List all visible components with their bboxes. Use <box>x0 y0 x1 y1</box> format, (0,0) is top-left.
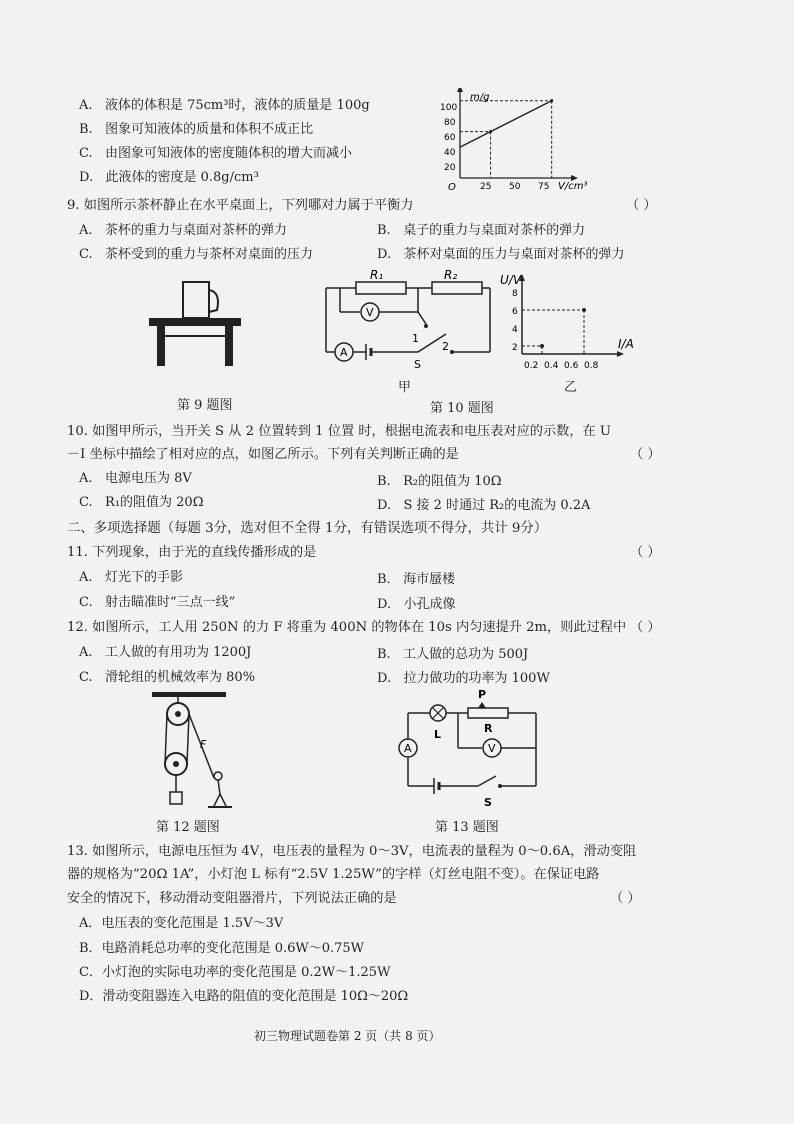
q8-option-c: C. 由图象可知液体的密度随体积的增大而减小 <box>79 146 353 161</box>
svg-text:A: A <box>340 346 348 359</box>
mv-xlabel: V/cm³ <box>558 181 588 192</box>
q13-stem-line3: 安全的情况下，移动滑动变阻器滑片，下列说法正确的是 <box>67 891 397 906</box>
switch-label: S <box>414 358 421 371</box>
svg-text:8: 8 <box>512 289 518 299</box>
q9-option-c: C. 茶杯受到的重力与茶杯对桌面的压力 <box>79 247 314 262</box>
q12-stem: 12. 如图所示，工人用 250N 的力 F 将重为 400N 的物体在 10s 内匀速提升 2m，则此过程中 <box>67 620 627 635</box>
q9-option-a: A. 茶杯的重力与桌面对茶杯的弹力 <box>79 223 287 238</box>
fig10-label-jia: 甲 <box>398 380 412 395</box>
mv-ytick-80: 80 <box>444 118 456 128</box>
worker-icon <box>214 772 222 780</box>
cup-handle <box>209 290 218 312</box>
cup <box>183 282 209 318</box>
mv-chart <box>440 88 600 198</box>
mv-y-arrow-icon <box>457 88 463 92</box>
fig10-label-yi: 乙 <box>564 380 578 395</box>
mv-ytick-40: 40 <box>444 148 456 158</box>
fig12-pulley <box>148 690 238 814</box>
mv-ylabel: m/g <box>470 92 490 103</box>
r2-label: R₂ <box>444 268 458 282</box>
q10-stem-line2: －I 坐标中描绘了相对应的点，如图乙所示。下列有关判断正确的是 <box>67 447 459 462</box>
q10-option-a: A. 电源电压为 8V <box>79 471 192 486</box>
rheostat <box>468 708 508 718</box>
page-footer: 初三物理试题卷第 2 页（共 8 页） <box>254 1029 441 1043</box>
q13-option-c: C．小灯泡的实际电功率的变化范围是 0.2W～1.25W <box>79 965 391 980</box>
section2-heading: 二、多项选择题（每题 3分，选对但不全得 1分，有错误选项不得分，共计 9分） <box>67 521 548 536</box>
fig10-caption: 第 10 题图 <box>430 401 494 416</box>
svg-text:0.8: 0.8 <box>584 361 599 371</box>
mv-origin: O <box>448 182 456 193</box>
fig10-circuit <box>318 264 498 374</box>
q8-option-a: A. 液体的体积是 75cm³时，液体的质量是 100g <box>79 98 370 113</box>
q12-option-a: A. 工人做的有用功为 1200J <box>79 645 252 660</box>
svg-text:0.2: 0.2 <box>524 361 539 371</box>
q13-answer-paren[interactable]: （ ） <box>610 891 641 906</box>
q13-stem-line2: 器的规格为“20Ω 1A”，小灯泡 L 标有“2.5V 1.25W”的字样（灯丝电阻不变）。在保证电路 <box>67 867 600 882</box>
svg-text:V: V <box>488 742 496 755</box>
q12-option-b: B. 工人做的总功为 500J <box>377 647 529 662</box>
q10-stem-line1: 10. 如图甲所示，当开关 S 从 2 位置转到 1 位置 时，根据电流表和电压表对应的示数，在 U <box>67 424 612 439</box>
svg-text:A: A <box>404 742 412 755</box>
switch-s-label: S <box>484 796 492 809</box>
q12-option-d: D. 拉力做功的功率为 100W <box>377 671 550 686</box>
fig13-caption: 第 13 题图 <box>435 820 499 835</box>
mv-xtick-25: 25 <box>480 182 492 192</box>
q11-option-d: D. 小孔成像 <box>377 597 456 612</box>
q13-option-d: D．滑动变阻器连入电路的阻值的变化范围是 10Ω～20Ω <box>79 989 409 1004</box>
mv-xtick-75: 75 <box>538 182 550 192</box>
ui-point-2 <box>540 344 544 348</box>
q13-option-a: A．电压表的变化范围是 1.5V～3V <box>79 916 284 931</box>
ceiling <box>152 692 226 697</box>
q11-option-a: A. 灯光下的手影 <box>79 570 183 585</box>
rheostat-r-label: R <box>484 722 493 735</box>
mv-xtick-50: 50 <box>509 182 521 192</box>
mv-point-2 <box>550 99 553 102</box>
q8-option-d: D. 此液体的密度是 0.8g/cm³ <box>79 170 259 185</box>
svg-text:2: 2 <box>512 343 518 353</box>
fig12-caption: 第 12 题图 <box>156 820 220 835</box>
lamp-l-label: L <box>434 728 442 741</box>
table-leg-right <box>225 326 233 366</box>
ui-ylabel: U/V <box>500 273 522 287</box>
r1-resistor <box>356 282 406 294</box>
slider-p-label: P <box>478 688 487 701</box>
q9-option-b: B. 桌子的重力与桌面对茶杯的弹力 <box>377 223 586 238</box>
svg-text:0.6: 0.6 <box>564 361 579 371</box>
table-top <box>149 318 241 326</box>
svg-text:V: V <box>366 306 374 319</box>
q11-option-b: B. 海市蜃楼 <box>377 572 456 587</box>
ui-point-1 <box>582 308 586 312</box>
q11-answer-paren[interactable]: （ ） <box>630 545 661 560</box>
fig13-circuit <box>396 686 546 810</box>
q13-stem-line1: 13. 如图所示，电源电压恒为 4V，电压表的量程为 0～3V，电流表的量程为 0～0.6A，滑动变阻 <box>67 844 637 859</box>
q11-option-c: C. 射击瞄准时“三点一线” <box>79 595 236 610</box>
q9-answer-paren[interactable]: （ ） <box>626 198 657 213</box>
ui-xlabel: I/A <box>618 337 634 351</box>
svg-text:6: 6 <box>512 307 518 317</box>
mv-line-series <box>460 101 552 147</box>
fig9-table-cup <box>145 280 245 370</box>
r2-resistor <box>432 282 482 294</box>
fig9-caption: 第 9 题图 <box>177 398 233 413</box>
q10-option-d: D. S 接 2 时通过 R₂的电流为 0.2A <box>377 498 591 513</box>
r1-label: R₁ <box>370 268 384 282</box>
q10-option-c: C. R₁的阻值为 20Ω <box>79 495 204 510</box>
slider-arrow-icon <box>478 702 486 708</box>
switch-pos2-label: 2 <box>442 340 449 353</box>
force-f-label: F <box>200 738 207 751</box>
svg-text:4: 4 <box>512 325 518 335</box>
fig10-ui-chart <box>500 270 660 380</box>
q12-option-c: C. 滑轮组的机械效率为 80% <box>79 670 256 685</box>
q9-stem: 9. 如图所示茶杯静止在水平桌面上，下列哪对力属于平衡力 <box>67 198 414 213</box>
mv-point-1 <box>489 130 492 133</box>
switch-s <box>478 776 496 786</box>
q8-option-b: B. 图象可知液体的质量和体积不成正比 <box>79 122 314 137</box>
mv-ytick-100: 100 <box>440 103 458 113</box>
q10-answer-paren[interactable]: （ ） <box>630 447 661 462</box>
q9-option-d: D. 茶杯对桌面的压力与桌面对茶杯的弹力 <box>377 247 625 262</box>
switch-pos1-label: 1 <box>412 332 419 345</box>
svg-text:0.4: 0.4 <box>544 361 559 371</box>
table-leg-left <box>157 326 165 366</box>
q13-option-b: B．电路消耗总功率的变化范围是 0.6W～0.75W <box>79 941 365 956</box>
q10-option-b: B. R₂的阻值为 10Ω <box>377 474 502 489</box>
mv-ytick-60: 60 <box>444 133 456 143</box>
mv-ytick-20: 20 <box>444 163 456 173</box>
q12-answer-paren[interactable]: （ ） <box>630 620 661 635</box>
load-block <box>170 792 182 804</box>
q11-stem: 11. 下列现象，由于光的直线传播形成的是 <box>67 545 317 560</box>
